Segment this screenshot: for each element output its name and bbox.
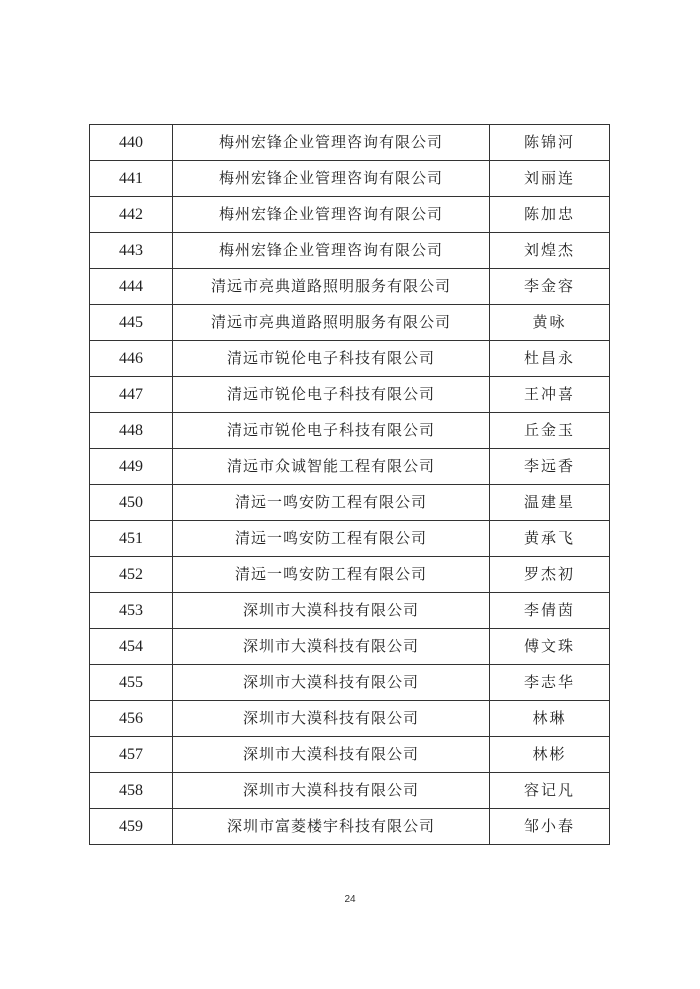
person-name: 陈加忠 bbox=[490, 197, 610, 233]
table-row bbox=[90, 665, 610, 701]
row-number: 453 bbox=[90, 593, 173, 629]
table-row bbox=[90, 593, 610, 629]
person-name: 李金容 bbox=[490, 269, 610, 305]
row-number: 455 bbox=[90, 665, 173, 701]
person-name: 邹小春 bbox=[490, 809, 610, 845]
person-name: 林彬 bbox=[490, 737, 610, 773]
company-name: 深圳市大漠科技有限公司 bbox=[173, 773, 490, 809]
row-number: 444 bbox=[90, 269, 173, 305]
company-name: 深圳市大漠科技有限公司 bbox=[173, 701, 490, 737]
table-row bbox=[90, 125, 610, 161]
company-name: 清远市亮典道路照明服务有限公司 bbox=[173, 305, 490, 341]
company-name: 清远一鸣安防工程有限公司 bbox=[173, 521, 490, 557]
person-name: 李远香 bbox=[490, 449, 610, 485]
row-number: 440 bbox=[90, 125, 173, 161]
row-number: 446 bbox=[90, 341, 173, 377]
person-name: 黄咏 bbox=[490, 305, 610, 341]
row-number: 447 bbox=[90, 377, 173, 413]
company-name: 清远市亮典道路照明服务有限公司 bbox=[173, 269, 490, 305]
row-number: 448 bbox=[90, 413, 173, 449]
page-number: 24 bbox=[344, 894, 356, 905]
person-name: 黄承飞 bbox=[490, 521, 610, 557]
company-name: 清远市众诚智能工程有限公司 bbox=[173, 449, 490, 485]
person-name: 李倩茵 bbox=[490, 593, 610, 629]
table-row bbox=[90, 485, 610, 521]
table-row bbox=[90, 773, 610, 809]
row-number: 441 bbox=[90, 161, 173, 197]
row-number: 451 bbox=[90, 521, 173, 557]
company-name: 清远市锐伦电子科技有限公司 bbox=[173, 377, 490, 413]
person-name: 刘丽连 bbox=[490, 161, 610, 197]
table-row bbox=[90, 197, 610, 233]
person-name: 杜昌永 bbox=[490, 341, 610, 377]
company-name: 清远市锐伦电子科技有限公司 bbox=[173, 341, 490, 377]
person-name: 陈锦河 bbox=[490, 125, 610, 161]
row-number: 443 bbox=[90, 233, 173, 269]
row-number: 459 bbox=[90, 809, 173, 845]
company-name: 深圳市大漠科技有限公司 bbox=[173, 737, 490, 773]
row-number: 442 bbox=[90, 197, 173, 233]
table-row bbox=[90, 233, 610, 269]
company-name: 梅州宏锋企业管理咨询有限公司 bbox=[173, 125, 490, 161]
table-row bbox=[90, 737, 610, 773]
company-name: 清远一鸣安防工程有限公司 bbox=[173, 485, 490, 521]
table-row bbox=[90, 269, 610, 305]
row-number: 449 bbox=[90, 449, 173, 485]
table-row bbox=[90, 701, 610, 737]
person-name: 林琳 bbox=[490, 701, 610, 737]
table-row bbox=[90, 449, 610, 485]
table-row bbox=[90, 161, 610, 197]
table-row bbox=[90, 413, 610, 449]
row-number: 457 bbox=[90, 737, 173, 773]
company-name: 深圳市大漠科技有限公司 bbox=[173, 629, 490, 665]
company-name: 梅州宏锋企业管理咨询有限公司 bbox=[173, 197, 490, 233]
row-number: 450 bbox=[90, 485, 173, 521]
table-row bbox=[90, 521, 610, 557]
person-name: 刘煌杰 bbox=[490, 233, 610, 269]
table-row bbox=[90, 305, 610, 341]
company-name: 清远市锐伦电子科技有限公司 bbox=[173, 413, 490, 449]
person-name: 温建星 bbox=[490, 485, 610, 521]
table-row bbox=[90, 629, 610, 665]
person-name: 傅文珠 bbox=[490, 629, 610, 665]
table-row bbox=[90, 341, 610, 377]
company-name: 梅州宏锋企业管理咨询有限公司 bbox=[173, 161, 490, 197]
row-number: 456 bbox=[90, 701, 173, 737]
table-row bbox=[90, 377, 610, 413]
table-row bbox=[90, 809, 610, 845]
company-name: 深圳市大漠科技有限公司 bbox=[173, 593, 490, 629]
row-number: 458 bbox=[90, 773, 173, 809]
person-name: 容记凡 bbox=[490, 773, 610, 809]
personnel-table bbox=[89, 124, 610, 845]
person-name: 罗杰初 bbox=[490, 557, 610, 593]
person-name: 王冲喜 bbox=[490, 377, 610, 413]
company-name: 深圳市富菱楼宇科技有限公司 bbox=[173, 809, 490, 845]
company-name: 清远一鸣安防工程有限公司 bbox=[173, 557, 490, 593]
row-number: 454 bbox=[90, 629, 173, 665]
row-number: 452 bbox=[90, 557, 173, 593]
company-name: 深圳市大漠科技有限公司 bbox=[173, 665, 490, 701]
person-name: 李志华 bbox=[490, 665, 610, 701]
table-row bbox=[90, 557, 610, 593]
person-name: 丘金玉 bbox=[490, 413, 610, 449]
personnel-table-body bbox=[90, 125, 610, 845]
row-number: 445 bbox=[90, 305, 173, 341]
company-name: 梅州宏锋企业管理咨询有限公司 bbox=[173, 233, 490, 269]
